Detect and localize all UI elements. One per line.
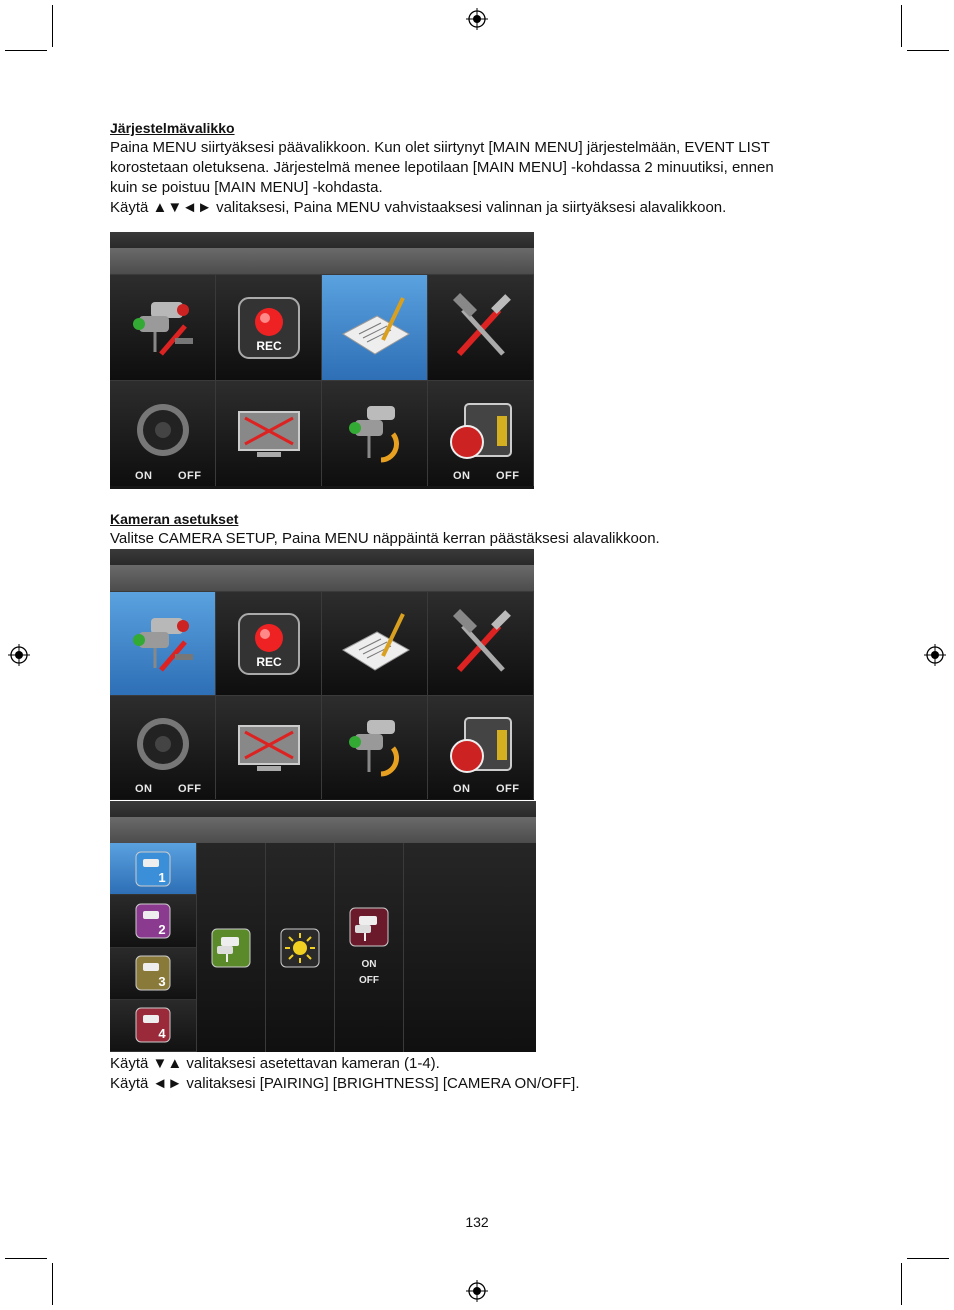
- main-menu-screenshot-2: [110, 549, 534, 800]
- section-camera-settings: [110, 509, 850, 549]
- menu-item-event-list[interactable]: [322, 591, 428, 695]
- menu-item-event-list[interactable]: [322, 274, 428, 380]
- crop-mark: [52, 5, 53, 47]
- paragraph-line: Käytä ▼▲ valitaksesi asetettavan kameran (1-4).: [110, 1055, 440, 1072]
- on-label: ON: [135, 783, 153, 795]
- menu-item-record[interactable]: [216, 274, 322, 380]
- paragraph-line: korostetaan oletuksena. Järjestelmä menee lepotilaan [MAIN MENU] -kohdassa 2 minuutiksi, ennen: [110, 159, 774, 176]
- rec-label: REC: [255, 338, 282, 353]
- speaker-icon: [125, 396, 201, 472]
- off-label: OFF: [178, 783, 202, 795]
- off-label: OFF: [178, 470, 202, 482]
- camera-number: 4: [158, 1026, 166, 1042]
- crop-mark: [52, 1263, 53, 1305]
- on-label: ON: [135, 470, 153, 482]
- menu-header-bar: [110, 565, 534, 591]
- crop-mark: [907, 1258, 949, 1259]
- rec-label: REC: [255, 654, 282, 669]
- empty-panel: [403, 843, 536, 1052]
- menu-item-camera-scan[interactable]: [322, 695, 428, 799]
- paragraph-line: Paina MENU siirtyäksesi päävalikkoon. Kun olet siirtynyt [MAIN MENU] järjestelmään, EVENT LIST: [110, 139, 770, 156]
- camera-scan-icon: [337, 396, 413, 472]
- sd-card-format-icon: [443, 396, 519, 472]
- section-heading: Kameran asetukset: [110, 511, 239, 527]
- camera-3-icon: [135, 955, 171, 991]
- paragraph-line: kuin se poistuu [MAIN MENU] -kohdasta.: [110, 179, 383, 196]
- paragraph-line: Käytä ▲▼◄► valitaksesi, Paina MENU vahvistaaksesi valinnan ja siirtyäksesi alavalikkoon.: [110, 199, 727, 216]
- event-list-icon: [337, 606, 413, 682]
- brightness-icon: [280, 928, 320, 968]
- crop-mark: [907, 50, 949, 51]
- crop-mark: [901, 1263, 902, 1305]
- sd-card-format-icon: [443, 710, 519, 786]
- option-camera-on-off[interactable]: [334, 843, 403, 1052]
- menu-item-speaker[interactable]: [110, 695, 216, 799]
- camera-setup-submenu-screenshot: [110, 801, 536, 1052]
- camera-number: 2: [158, 921, 166, 937]
- record-icon: [231, 290, 307, 366]
- crop-mark: [5, 50, 47, 51]
- main-menu-screenshot-1: [110, 232, 534, 489]
- menu-item-speaker[interactable]: [110, 380, 216, 486]
- on-label: ON: [361, 958, 377, 970]
- event-list-icon: [337, 290, 413, 366]
- camera-2-icon: [135, 903, 171, 939]
- display-off-icon: [231, 396, 307, 472]
- crop-mark: [5, 1258, 47, 1259]
- section-system-menu: [110, 118, 850, 218]
- option-brightness[interactable]: [265, 843, 334, 1052]
- camera-power-icon: [349, 907, 389, 947]
- page-number: 132: [465, 1214, 489, 1230]
- paragraph-line: Valitse CAMERA SETUP, Paina MENU näppäintä kerran päästäksesi alavalikkoon.: [110, 530, 660, 547]
- on-label: ON: [453, 470, 471, 482]
- off-label: OFF: [496, 783, 520, 795]
- off-label: OFF: [359, 974, 379, 986]
- registration-mark-icon: [466, 1280, 488, 1302]
- registration-mark-icon: [8, 644, 30, 666]
- menu-item-system-setup[interactable]: [428, 274, 534, 380]
- menu-header-bar: [110, 248, 534, 274]
- speaker-icon: [125, 710, 201, 786]
- camera-number: 1: [158, 869, 166, 885]
- paragraph-line: Käytä ◄► valitaksesi [PAIRING] [BRIGHTNESS] [CAMERA ON/OFF].: [110, 1075, 580, 1092]
- registration-mark-icon: [924, 644, 946, 666]
- camera-setup-icon: [125, 606, 201, 682]
- crop-mark: [901, 5, 902, 47]
- display-off-icon: [231, 710, 307, 786]
- menu-grid: [110, 274, 534, 486]
- menu-item-camera-scan[interactable]: [322, 380, 428, 486]
- camera-item-3[interactable]: [110, 948, 196, 1000]
- camera-number: 3: [158, 974, 166, 990]
- pairing-icon: [211, 928, 251, 968]
- submenu-header-bar: [110, 817, 536, 843]
- menu-grid: [110, 591, 534, 799]
- menu-title-bar: [110, 549, 534, 565]
- camera-item-4[interactable]: [110, 1000, 196, 1052]
- menu-title-bar: [110, 232, 534, 248]
- camera-item-2[interactable]: [110, 895, 196, 947]
- menu-item-record[interactable]: [216, 591, 322, 695]
- camera-scan-icon: [337, 710, 413, 786]
- registration-mark-icon: [466, 8, 488, 30]
- submenu-title-bar: [110, 801, 536, 817]
- submenu-body: [110, 843, 536, 1052]
- camera-item-1[interactable]: [110, 843, 196, 895]
- camera-1-icon: [135, 851, 171, 887]
- menu-item-sd-card[interactable]: [428, 695, 534, 799]
- menu-item-system-setup[interactable]: [428, 591, 534, 695]
- off-label: OFF: [496, 470, 520, 482]
- section-camera-instructions: [110, 1054, 850, 1094]
- system-setup-icon: [443, 606, 519, 682]
- system-setup-icon: [443, 290, 519, 366]
- section-heading: Järjestelmävalikko: [110, 120, 235, 136]
- menu-item-sd-card[interactable]: [428, 380, 534, 486]
- option-pairing[interactable]: [196, 843, 265, 1052]
- menu-item-display[interactable]: [216, 380, 322, 486]
- menu-item-camera-setup[interactable]: [110, 591, 216, 695]
- on-label: ON: [453, 783, 471, 795]
- menu-item-camera-setup[interactable]: [110, 274, 216, 380]
- camera-4-icon: [135, 1007, 171, 1043]
- camera-setup-icon: [125, 290, 201, 366]
- menu-item-display[interactable]: [216, 695, 322, 799]
- camera-list: [110, 843, 196, 1052]
- record-icon: [231, 606, 307, 682]
